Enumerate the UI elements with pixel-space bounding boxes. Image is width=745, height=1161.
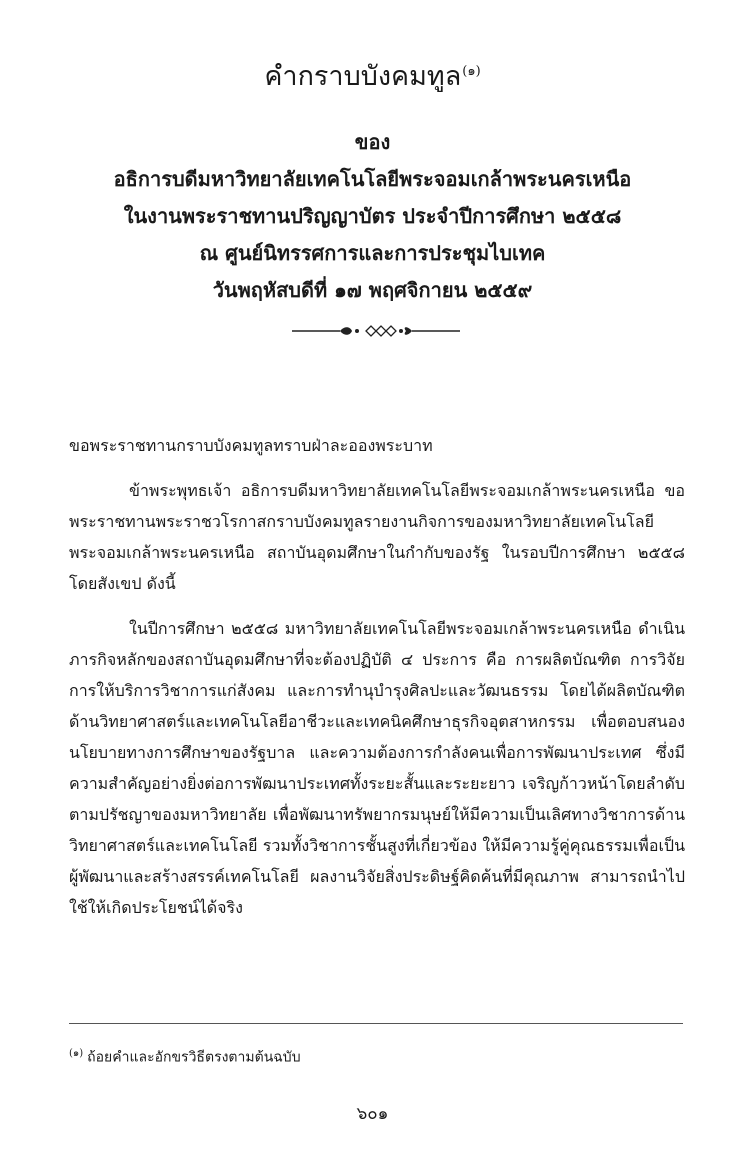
heading-line: วันพฤหัสบดีที่ ๑๗ พฤศจิกายน ๒๕๕๙ xyxy=(212,278,533,302)
footnote-text: ถ้อยคำและอักขรวิธีตรงตามต้นฉบับ xyxy=(87,1049,301,1066)
salutation: ขอพระราชทานกราบบังคมทูลทราบฝ่าละอองพระบาท xyxy=(69,436,433,455)
heading-line: ของ xyxy=(354,130,391,154)
title-text: คำกราบบังคมทูล xyxy=(264,61,462,92)
footnote-marker: (๑) xyxy=(69,1048,84,1059)
ornament-divider-icon xyxy=(290,322,462,340)
heading-line: ในงานพระราชทานปริญญาบัตร ประจำปีการศึกษา ๒๕๕๘ xyxy=(123,204,622,228)
page-number: ๖๐๑ xyxy=(356,1104,389,1124)
heading-line: ณ ศูนย์นิทรรศการและการประชุมไบเทค xyxy=(199,241,546,265)
page-title xyxy=(0,52,745,97)
speech-heading xyxy=(60,124,685,309)
speech-body xyxy=(69,430,685,937)
body-paragraph: ข้าพระพุทธเจ้า อธิการบดีมหาวิทยาลัยเทคโนโลยีพระจอมเกล้าพระนครเหนือ ขอพระราชทานพระราชวโรกาสกราบบังคมทูลรายงานกิจการของมหาวิทยาลัยเทคโนโลยีพระจอมเกล้าพระนครเหนือ สถาบันอุดมศึกษาในกำกับของรัฐ ในรอบปีการศึกษา ๒๕๕๘ โดยสังเขป ดังนี้ xyxy=(69,481,685,593)
title-footnote-marker: (๑) xyxy=(462,64,481,79)
footnote-divider xyxy=(69,1023,683,1024)
body-paragraph: ในปีการศึกษา ๒๕๕๘ มหาวิทยาลัยเทคโนโลยีพระจอมเกล้าพระนครเหนือ ดำเนินภารกิจหลักของสถาบันอุดมศึกษาที่จะต้องปฏิบัติ ๔ ประการ คือ การผลิตบัณฑิต การวิจัย การให้บริการวิชาการแก่สังคม และการทำนุบำรุงศิลปะและวัฒนธรรม โดยได้ผลิตบัณฑิตด้านวิทยาศาสตร์และเทคโนโลยีอาชีวะและเทคนิคศึกษาธุรกิจอุตสาหกรรม เพื่อตอบสนองนโยบายทางการศึกษาของรัฐบาล และความต้องการกำลังคนเพื่อการพัฒนาประเทศ ซึ่งมีความสำคัญอย่างยิ่งต่อการพัฒนาประเทศทั้งระยะสั้นและระยะยาว เจริญก้าวหน้าโดยลำดับ ตามปรัชญาของมหาวิทยาลัย เพื่อพัฒนาทรัพยากรมนุษย์ให้มีความเป็นเลิศทางวิชาการด้านวิทยาศาสตร์และเทคโนโลยี รวมทั้งวิชาการชั้นสูงที่เกี่ยวข้อง ให้มีความรู้คู่คุณธรรมเพื่อเป็นผู้พัฒนาและสร้างสรรค์เทคโนโลยี ผลงานวิจัยสิ่งประดิษฐ์คิดค้นที่มีคุณภาพ สามารถนำไปใช้ให้เกิดประโยชน์ได้จริง xyxy=(69,619,686,917)
heading-line: อธิการบดีมหาวิทยาลัยเทคโนโลยีพระจอมเกล้าพระนครเหนือ xyxy=(113,167,632,191)
footnote xyxy=(69,1042,683,1070)
